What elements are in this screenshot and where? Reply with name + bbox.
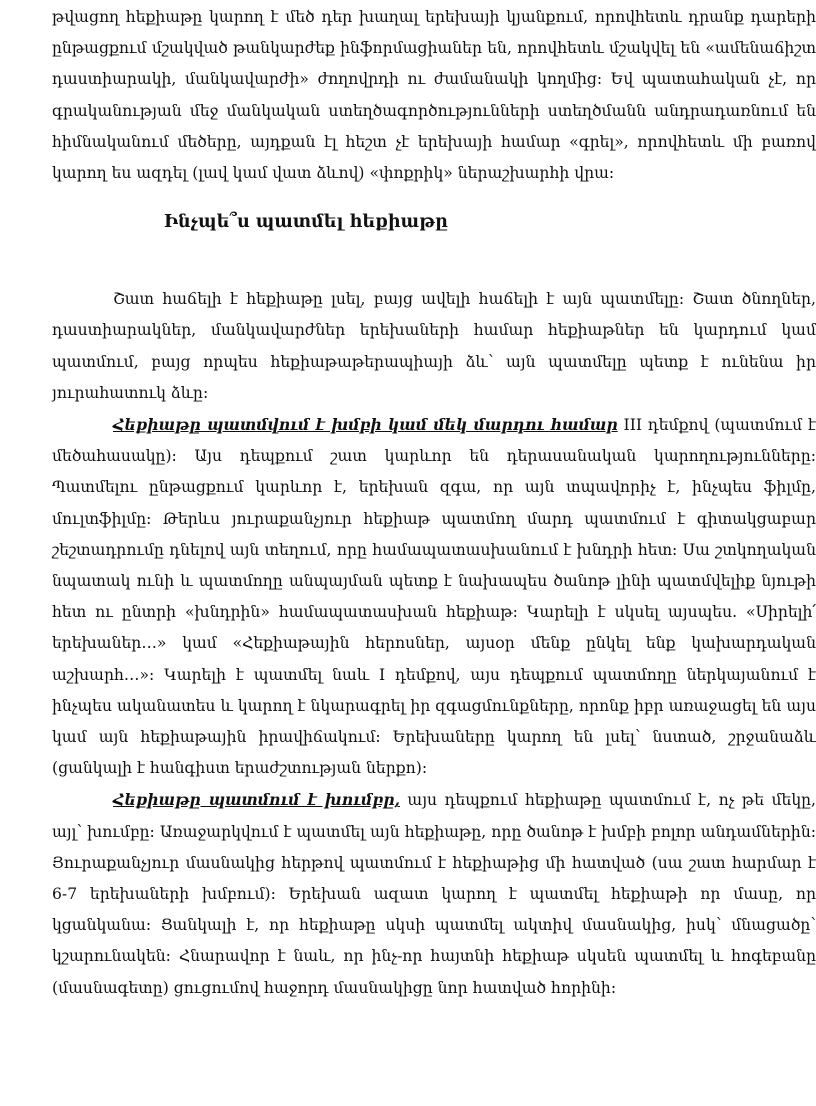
paragraph-3 [52, 784, 816, 1003]
paragraph-2-text: III դեմքով (պատմում է մեծահասակը): Այս դեպքում շատ կարևոր են դերասանական կարողությունները: Պատմելու ընթացքում կարևոր է, երեխան զգա, որ այն տպավորիչ է, ինչպես ֆիլմը, մուլտֆիլմը: Թերևս յուրաքանչյուր հեքիաթ պատմող մարդ պատմում է գիտակցաբար շեշտադրումը դնելով այն տեղում, որը համապատասխանում է խնդրի հետ: Սա շտկողական նպատակ ունի և պատմողը անպայման պետք է նախապես ծանոթ լինի պատմվելիք նյութի հետ ու ընտրի «խնդրին» համապատասխան հեքիաթ: Կարելի է սկսել այսպես. «Սիրելի՛ երեխաներ…» կամ «Հեքիաթային հերոսներ, այսօր մենք ընկել ենք կախարդական աշխարհ…»: Կարելի է պատմել նաև I դեմքով, այս դեպքում պատմողը ներկայանում է ինչպես ականատես և կարող է նկարագրել իր զգացմունքները, որոնք իբր առաջացել են այս կամ այն հեքիաթային իրավիճակում: Երեխաները կարող են լսել՝ նստած, շրջանաձև (ցանկալի է հանգիստ երաժշտության ներքո): [52, 416, 816, 778]
paragraph-2 [52, 409, 816, 784]
paragraph-3-text: այս դեպքում հեքիաթը պատմում է, ոչ թե մեկը, այլ՝ խումբը: Առաջարկվում է պատմել այն հեքիաթը, որը ծանոթ է խմբի բոլոր անդամներին: Յուրաքանչյուր մասնակից հերթով պատմում է հեքիաթից մի հատված (սա շատ հարմար է 6-7 երեխաների խմբում): Երեխան ազատ կարող է պատմել հեքիաթի որ մասը, որ կցանկանա: Ցանկալի է, որ հեքիաթը սկսի պատմել ակտիվ մասնակից, իսկ՝ մնացածը՝ կշարունակեն: Հնարավոր է նաև, որ ինչ-որ հայտնի հեքիաթ սկսեն պատմել և հոգեբանը (մասնագետը) ցուցումով հաջորդ մասնակիցը նոր հատված հորինի: [52, 791, 816, 997]
intro-paragraph: թվացող հեքիաթը կարող է մեծ դեր խաղալ երեխայի կյանքում, որովհետև դրանք դարերի ընթացքում մշակված թանկարժեք ինֆորմացիաներ են, որովհետև մշակվել են «ամենաճիշտ դաստիարակի, մանկավարժի» ժողովրդի ու ժամանակի կողմից: Եվ պատահական չէ, որ գրականության մեջ մանկական ստեղծագործությունների ստեղծմանն անդրադառնում են հիմնականում մեծերը, այդքան էլ հեշտ չէ երեխայի համար «գրել», որովհետև մի բառով կարող ես ազդել (լավ կամ վատ ձևով) «փոքրիկ» ներաշխարհի վրա: [52, 8, 816, 183]
paragraph-2-lead: Հեքիաթը պատմվում է խմբի կամ մեկ մարդու համար [113, 415, 618, 435]
section-heading: Ինչպե՞ս պատմել հեքիաթը [164, 212, 448, 233]
spacer [52, 238, 816, 284]
paragraph-1: Շատ հաճելի է հեքիաթը լսել, բայց ավելի հաճելի է այն պատմելը: Շատ ծնողներ, դաստիարակներ, մանկավարժներ երեխաների համար հեքիաթներ են կարդում կամ պատմում, բայց որպես հեքիաթաթերապիայի ձև՝ այն պատմելը պետք է ունենա իր յուրահատուկ ձևը: [52, 290, 816, 402]
document-page [52, 2, 816, 1004]
paragraph-3-lead: Հեքիաթը պատմում է խումբը, [113, 790, 400, 810]
